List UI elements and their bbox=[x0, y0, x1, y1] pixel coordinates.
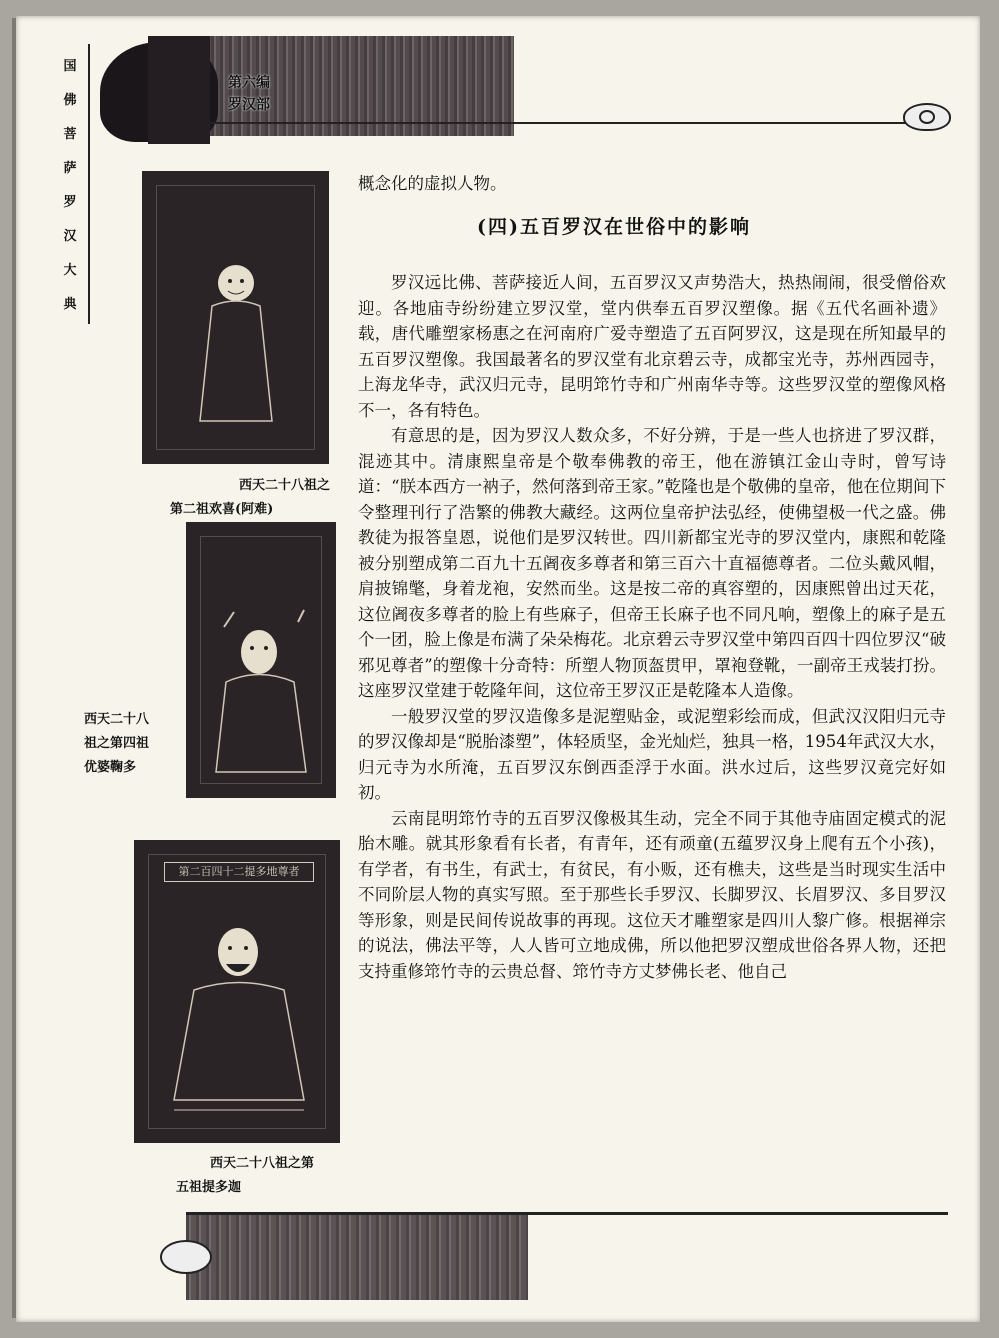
caption-line: 西天二十八 bbox=[84, 712, 150, 727]
sidebar-rule bbox=[88, 44, 90, 324]
cloud-ornament-icon bbox=[160, 1240, 212, 1274]
chapter-label: 第六编 bbox=[228, 75, 270, 91]
header-rule bbox=[210, 122, 910, 124]
figure-caption-1 bbox=[196, 474, 330, 498]
header-dark-band bbox=[148, 36, 210, 144]
arhat-portrait-1 bbox=[142, 171, 329, 464]
figure-caption-3b bbox=[176, 1176, 241, 1200]
figure-caption-3 bbox=[210, 1152, 314, 1176]
figure-caption-1b bbox=[170, 498, 273, 522]
caption-line: 五祖提多迦 bbox=[176, 1180, 242, 1195]
footer-ornament bbox=[186, 1212, 528, 1300]
caption-line: 西天二十八祖之第 bbox=[210, 1156, 315, 1171]
caption-line: 第二祖欢喜(阿难) bbox=[170, 502, 274, 517]
paragraph: 一般罗汉堂的罗汉造像多是泥塑贴金，或泥塑彩绘而成，但武汉汉阳归元寺的罗汉像却是“脱胎漆塑”，体轻质坚，金光灿烂，独具一格，1954年武汉大水，归元寺为水所淹，五百罗汉东倒西歪浮于水面。洪水过后，这些罗汉竟完好如初。 bbox=[358, 706, 946, 802]
footer-rule bbox=[186, 1212, 948, 1215]
caption-line: 优婆鞠多 bbox=[84, 760, 137, 775]
figure-arhat-ananda bbox=[142, 171, 329, 464]
caption-line: 祖之第四祖 bbox=[84, 736, 150, 751]
figure-caption-2 bbox=[84, 708, 149, 780]
caption-line: 西天二十八祖之 bbox=[238, 478, 330, 493]
continued-text: 概念化的虚拟人物。 bbox=[358, 174, 507, 193]
section-title: (四)五百罗汉在世俗中的影响 bbox=[477, 216, 751, 238]
figure-inscription: 第二百四十二提多地尊者 bbox=[164, 862, 314, 882]
figure-arhat-upagupta bbox=[186, 522, 336, 798]
section-label: 罗汉部 bbox=[228, 97, 270, 113]
paragraph: 云南昆明筇竹寺的五百罗汉像极其生动，完全不同于其他寺庙固定模式的泥胎木雕。就其形象看有长者，有青年，还有顽童(五蕴罗汉身上爬有五个小孩)，有学者，有书生，有武士，有贫民，有小贩，还有樵夫，这些是当时现实生活中不同阶层人物的真实写照。至于那些长手罗汉、长脚罗汉、长眉罗汉、多目罗汉等形象，则是民间传说故事的再现。这位天才雕塑家是四川人黎广修。根据禅宗的说法，佛法平等，人人皆可立地成佛，所以他把罗汉塑成世俗各界人物，还把支持重修筇竹寺的云贵总督、筇竹寺方丈梦佛长老、他自己 bbox=[358, 808, 946, 981]
arhat-portrait-3 bbox=[134, 840, 340, 1143]
book-title-vertical: 国佛菩萨罗汉大典 bbox=[63, 59, 77, 312]
arhat-portrait-2 bbox=[186, 522, 336, 798]
figure-arhat-dhritaka bbox=[134, 840, 340, 1143]
cloud-ornament-icon bbox=[903, 103, 951, 131]
chapter-heading bbox=[228, 72, 270, 116]
body-text bbox=[358, 270, 946, 984]
paragraph: 有意思的是，因为罗汉人数众多，不好分辨，于是一些人也挤进了罗汉群，混迹其中。清康熙皇帝是个敬奉佛教的帝王，他在游镇江金山寺时，曾写诗道：“朕本西方一衲子，然何落到帝王家。”乾隆也是个敬佛的皇帝，他在位期间下令整理刊行了浩繁的佛教大藏经。这两位皇帝护法弘经，使佛望极一代之盛。佛教徒为报答皇恩，说他们是罗汉转世。四川新都宝光寺的罗汉堂内，康熙和乾隆被分别塑成第二百九十五阇夜多尊者和第三百六十直福德尊者。二位头戴风帽，肩披锦氅，身着龙袍，安然而坐。这是按二帝的真容塑的，因康熙曾出过天花，这位阇夜多尊者的脸上有些麻子，但帝王长麻子也不同凡响，塑像上的麻子是五个一团，脸上像是布满了朵朵梅花。北京碧云寺罗汉堂中第四百四十四位罗汉“破邪见尊者”的塑像十分奇特：所塑人物顶盔贯甲，罩袍登靴，一副帝王戎装打扮。这座罗汉堂建于乾隆年间，这位帝王罗汉正是乾隆本人造像。 bbox=[358, 426, 946, 700]
paragraph: 罗汉远比佛、菩萨接近人间，五百罗汉又声势浩大，热热闹闹，很受僧俗欢迎。各地庙寺纷纷建立罗汉堂，堂内供奉五百罗汉塑像。据《五代名画补遗》载，唐代雕塑家杨惠之在河南府广爱寺塑造了五百阿罗汉，这是现在所知最早的五百罗汉塑像。我国最著名的罗汉堂有北京碧云寺，成都宝光寺，苏州西园寺，上海龙华寺，武汉归元寺，昆明筇竹寺和广州南华寺等。这些罗汉堂的塑像风格不一，各有特色。 bbox=[358, 273, 946, 420]
